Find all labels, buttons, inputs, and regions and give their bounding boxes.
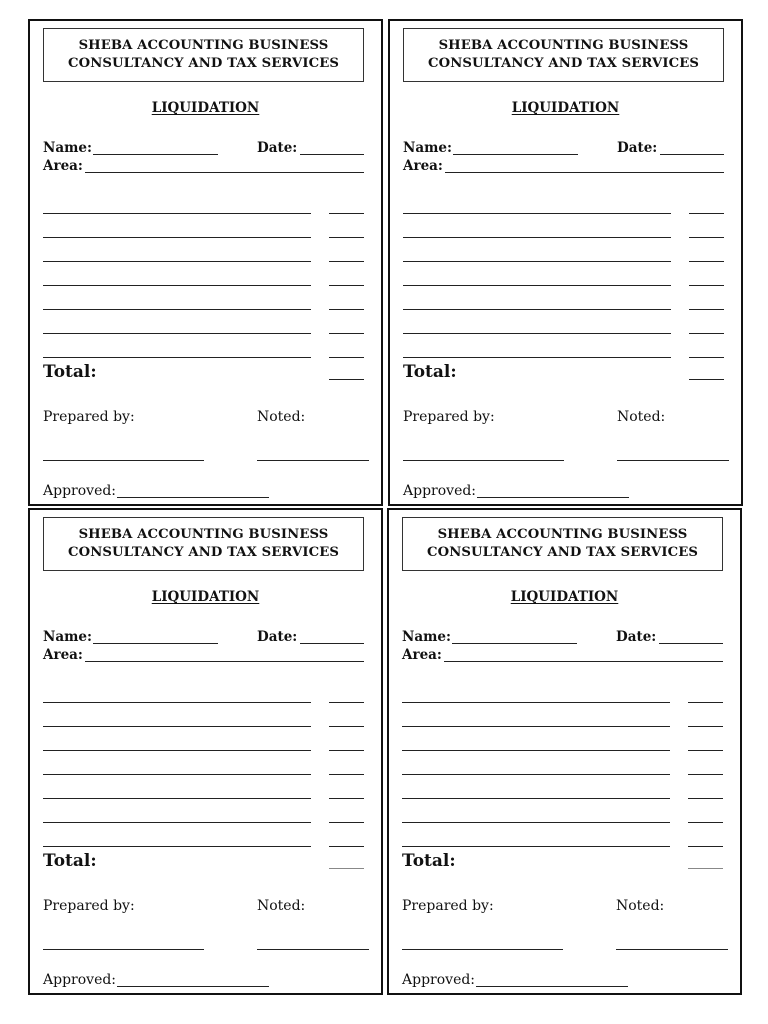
item-description-line[interactable] (43, 846, 311, 847)
item-description-line[interactable] (403, 285, 671, 286)
item-amount-line[interactable] (329, 357, 364, 358)
item-description-line[interactable] (402, 702, 670, 703)
item-description-line[interactable] (402, 774, 670, 775)
company-name-line2: CONSULTANCY AND TAX SERVICES (68, 545, 339, 560)
item-amount-line[interactable] (689, 261, 724, 262)
date-field[interactable] (300, 643, 364, 644)
noted-label: Noted: (616, 898, 665, 914)
item-amount-line[interactable] (689, 213, 724, 214)
name-field[interactable] (93, 643, 218, 644)
date-label: Date: (257, 629, 298, 645)
item-description-line[interactable] (403, 309, 671, 310)
prepared-by-label: Prepared by: (43, 409, 135, 425)
area-label: Area: (43, 158, 83, 174)
date-label: Date: (616, 629, 657, 645)
item-description-line[interactable] (43, 750, 311, 751)
approved-label: Approved: (43, 483, 117, 499)
approved-signature-line[interactable] (477, 497, 629, 498)
noted-signature-line[interactable] (617, 460, 729, 461)
noted-signature-line[interactable] (616, 949, 728, 950)
company-name-line2: CONSULTANCY AND TAX SERVICES (68, 56, 339, 71)
name-field[interactable] (93, 154, 218, 155)
item-amount-line[interactable] (329, 333, 364, 334)
company-header (43, 517, 364, 571)
date-label: Date: (617, 140, 658, 156)
item-amount-line[interactable] (689, 285, 724, 286)
prepared-by-label: Prepared by: (403, 409, 495, 425)
liquidation-form-1 (28, 19, 383, 506)
item-description-line[interactable] (403, 357, 671, 358)
name-field[interactable] (453, 154, 578, 155)
noted-signature-line[interactable] (257, 949, 369, 950)
item-amount-line[interactable] (329, 822, 364, 823)
company-name-line1: SHEBA ACCOUNTING BUSINESS (78, 527, 329, 542)
item-description-line[interactable] (403, 333, 671, 334)
company-name-line1: SHEBA ACCOUNTING BUSINESS (78, 38, 329, 53)
item-description-line[interactable] (403, 213, 671, 214)
name-label: Name: (402, 629, 451, 645)
approved-signature-line[interactable] (117, 986, 269, 987)
date-field[interactable] (660, 154, 724, 155)
area-field[interactable] (85, 172, 364, 173)
item-description-line[interactable] (43, 237, 311, 238)
item-amount-line[interactable] (689, 333, 724, 334)
item-amount-line[interactable] (329, 309, 364, 310)
total-amount-line[interactable] (329, 868, 364, 869)
noted-label: Noted: (257, 898, 306, 914)
prepared-by-signature-line[interactable] (403, 460, 564, 461)
item-description-line[interactable] (43, 261, 311, 262)
item-description-line[interactable] (43, 822, 311, 823)
company-name-line2: CONSULTANCY AND TAX SERVICES (428, 56, 699, 71)
liquidation-form-2 (388, 19, 743, 506)
approved-signature-line[interactable] (117, 497, 269, 498)
approved-signature-line[interactable] (476, 986, 628, 987)
company-header (402, 517, 723, 571)
total-label: Total: (43, 851, 97, 871)
area-field[interactable] (85, 661, 364, 662)
prepared-by-label: Prepared by: (402, 898, 494, 914)
total-amount-line[interactable] (329, 379, 364, 380)
prepared-by-signature-line[interactable] (43, 949, 204, 950)
item-amount-line[interactable] (329, 213, 364, 214)
item-amount-line[interactable] (688, 798, 723, 799)
name-field[interactable] (452, 643, 577, 644)
liquidation-form-3 (28, 508, 383, 995)
noted-label: Noted: (257, 409, 306, 425)
item-amount-line[interactable] (688, 702, 723, 703)
item-description-line[interactable] (402, 798, 670, 799)
name-label: Name: (43, 140, 92, 156)
date-field[interactable] (300, 154, 364, 155)
total-label: Total: (43, 362, 97, 382)
item-description-line[interactable] (402, 726, 670, 727)
item-amount-line[interactable] (329, 774, 364, 775)
item-amount-line[interactable] (329, 261, 364, 262)
item-amount-line[interactable] (329, 285, 364, 286)
item-description-line[interactable] (43, 357, 311, 358)
prepared-by-signature-line[interactable] (43, 460, 204, 461)
item-description-line[interactable] (43, 285, 311, 286)
item-description-line[interactable] (43, 309, 311, 310)
total-label: Total: (402, 851, 456, 871)
date-label: Date: (257, 140, 298, 156)
item-description-line[interactable] (43, 213, 311, 214)
area-field[interactable] (445, 172, 724, 173)
item-amount-line[interactable] (329, 702, 364, 703)
area-label: Area: (43, 647, 83, 663)
approved-label: Approved: (402, 972, 476, 988)
liquidation-form-4 (387, 508, 742, 995)
item-amount-line[interactable] (688, 750, 723, 751)
item-amount-line[interactable] (688, 822, 723, 823)
company-name-line2: CONSULTANCY AND TAX SERVICES (427, 545, 698, 560)
noted-label: Noted: (617, 409, 666, 425)
item-description-line[interactable] (403, 261, 671, 262)
form-title: LIQUIDATION (511, 100, 620, 116)
prepared-by-signature-line[interactable] (402, 949, 563, 950)
total-label: Total: (403, 362, 457, 382)
item-amount-line[interactable] (689, 309, 724, 310)
company-name-line1: SHEBA ACCOUNTING BUSINESS (438, 38, 689, 53)
approved-label: Approved: (403, 483, 477, 499)
item-description-line[interactable] (43, 333, 311, 334)
form-title: LIQUIDATION (151, 589, 260, 605)
prepared-by-label: Prepared by: (43, 898, 135, 914)
item-amount-line[interactable] (329, 750, 364, 751)
company-name-line1: SHEBA ACCOUNTING BUSINESS (437, 527, 688, 542)
item-description-line[interactable] (43, 702, 311, 703)
total-amount-line[interactable] (688, 868, 723, 869)
total-amount-line[interactable] (689, 379, 724, 380)
approved-label: Approved: (43, 972, 117, 988)
item-description-line[interactable] (43, 726, 311, 727)
area-label: Area: (402, 647, 442, 663)
form-title: LIQUIDATION (510, 589, 619, 605)
company-header (43, 28, 364, 82)
form-title: LIQUIDATION (151, 100, 260, 116)
item-amount-line[interactable] (329, 726, 364, 727)
item-amount-line[interactable] (688, 774, 723, 775)
name-label: Name: (403, 140, 452, 156)
date-field[interactable] (659, 643, 723, 644)
area-field[interactable] (444, 661, 723, 662)
item-description-line[interactable] (403, 237, 671, 238)
item-description-line[interactable] (402, 750, 670, 751)
item-description-line[interactable] (43, 774, 311, 775)
item-description-line[interactable] (402, 822, 670, 823)
noted-signature-line[interactable] (257, 460, 369, 461)
item-description-line[interactable] (43, 798, 311, 799)
item-amount-line[interactable] (329, 846, 364, 847)
name-label: Name: (43, 629, 92, 645)
company-header (403, 28, 724, 82)
item-amount-line[interactable] (329, 237, 364, 238)
item-amount-line[interactable] (688, 726, 723, 727)
item-amount-line[interactable] (689, 237, 724, 238)
area-label: Area: (403, 158, 443, 174)
item-amount-line[interactable] (329, 798, 364, 799)
item-description-line[interactable] (402, 846, 670, 847)
item-amount-line[interactable] (688, 846, 723, 847)
item-amount-line[interactable] (689, 357, 724, 358)
